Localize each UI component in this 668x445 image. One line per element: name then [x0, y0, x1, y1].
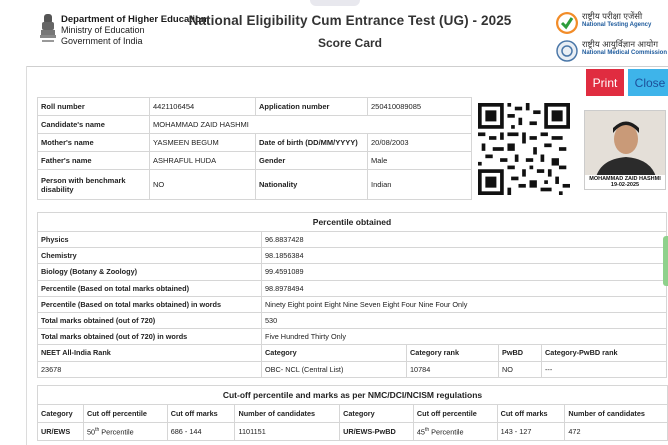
table-row: [38, 232, 667, 248]
nta-logo: [556, 10, 668, 36]
mother-name-value: YASMEEN BEGUM: [150, 134, 256, 152]
side-tab-edge[interactable]: [663, 236, 668, 286]
cutoff-marks-header-2: Cut off marks: [497, 405, 565, 423]
category-pwbd-rank-value: ---: [542, 361, 667, 377]
pwbd-header: PwBD: [499, 345, 542, 361]
header-tab-shadow: [310, 0, 360, 6]
table-row: [38, 248, 667, 264]
pwd-value: NO: [150, 170, 256, 200]
cutoff-marks-value-2: 143 - 127: [497, 423, 565, 441]
table-row: [38, 405, 668, 423]
category-header: Category: [262, 345, 407, 361]
table-row: [38, 213, 667, 232]
photo-caption-name: MOHAMMAD ZAID HASHMI: [589, 176, 661, 182]
nta-text: [582, 12, 651, 30]
cutoff-percentile-header: Cut off percentile: [83, 405, 167, 423]
cutoff-marks-header: Cut off marks: [167, 405, 235, 423]
cutoff-category-header: Category: [38, 405, 84, 423]
table-row: [38, 386, 668, 405]
roll-number-label: Roll number: [38, 98, 150, 116]
nmc-text: [582, 40, 667, 58]
title-block: [180, 13, 520, 50]
nmc-english: National Medical Commission: [582, 50, 668, 56]
table-row: [38, 280, 667, 296]
nta-check-icon: [556, 12, 578, 34]
cutoff-percentile-value-2: [413, 423, 497, 441]
nta-hindi: राष्ट्रीय परीक्षा एजेंसी: [582, 11, 643, 21]
dob-label: Date of birth (DD/MM/YYYY): [256, 134, 368, 152]
candidate-portrait-icon: [585, 111, 666, 181]
cutoff-heading: Cut-off percentile and marks as per NMC/DCI/NCISM regulations: [38, 386, 668, 405]
left-page-border: [26, 66, 27, 445]
pwbd-value: NO: [499, 361, 542, 377]
candidate-info-table: [37, 97, 472, 200]
percentile-heading: Percentile obtained: [38, 213, 667, 232]
table-row: [38, 329, 667, 345]
nmc-hindi: राष्ट्रीय आयुर्विज्ञान आयोग: [582, 39, 659, 49]
candidate-photo: [584, 110, 666, 190]
table-row: [38, 98, 472, 116]
cutoff-percentile-number-2: 45: [416, 427, 425, 437]
air-header: NEET All-India Rank: [38, 345, 262, 361]
print-button[interactable]: Print: [586, 69, 624, 96]
nationality-value: Indian: [368, 170, 472, 200]
header-divider: [26, 66, 668, 67]
table-row: [38, 423, 668, 441]
ministry-name: Ministry of Education: [61, 25, 145, 35]
roll-number-value: 4421106454: [150, 98, 256, 116]
pwd-label: Person with benchmark disability: [38, 170, 150, 200]
total-marks-words-value: Five Hundred Thirty Only: [262, 329, 667, 345]
table-row: [38, 134, 472, 152]
qr-code-icon: [478, 103, 570, 195]
biology-label: Biology (Botany & Zoology): [38, 264, 262, 280]
cutoff-marks-value: 686 - 144: [167, 423, 235, 441]
total-percentile-value: 98.8978494: [262, 280, 667, 296]
percentile-words-label: Percentile (Based on total marks obtained) in words: [38, 296, 262, 312]
chemistry-value: 98.1856384: [262, 248, 667, 264]
close-button[interactable]: Close: [628, 69, 668, 96]
cutoff-candidates-value: 1101151: [235, 423, 340, 441]
cutoff-category-value-2: UR/EWS-PwBD: [340, 423, 414, 441]
photo-caption: [585, 175, 665, 189]
table-row: [38, 152, 472, 170]
government-name: Government of India: [61, 36, 143, 46]
mother-name-label: Mother's name: [38, 134, 150, 152]
table-row: [38, 312, 667, 328]
cutoff-candidates-header: Number of candidates: [235, 405, 340, 423]
biology-value: 99.4591089: [262, 264, 667, 280]
nmc-logo: [556, 38, 668, 64]
percentile-table: [37, 212, 667, 378]
category-value: OBC- NCL (Central List): [262, 361, 407, 377]
total-marks-value: 530: [262, 312, 667, 328]
cutoff-category-value: UR/EWS: [38, 423, 84, 441]
physics-value: 96.8837428: [262, 232, 667, 248]
page-header: [0, 0, 668, 66]
cutoff-percentile-suffix-2: th: [424, 426, 430, 433]
category-pwbd-rank-header: Category-PwBD rank: [542, 345, 667, 361]
cutoff-percentile-header-2: Cut off percentile: [413, 405, 497, 423]
nta-english: National Testing Agency: [582, 22, 652, 28]
national-emblem-icon: [38, 12, 58, 48]
total-marks-words-label: Total marks obtained (out of 720) in words: [38, 329, 262, 345]
cutoff-percentile-word: Percentile: [99, 427, 134, 437]
category-rank-header: Category rank: [407, 345, 499, 361]
photo-caption-date: 19-02-2025: [610, 182, 640, 188]
page-subtitle: Score Card: [317, 36, 383, 50]
cutoff-percentile-value: [83, 423, 167, 441]
percentile-words-value: Ninety Eight point Eight Nine Seven Eight Four Nine Four Only: [262, 296, 667, 312]
total-percentile-label: Percentile (Based on total marks obtained): [38, 280, 262, 296]
cutoff-category-header-2: Category: [340, 405, 414, 423]
table-row: [38, 345, 667, 361]
table-row: [38, 361, 667, 377]
application-number-value: 250410089085: [368, 98, 472, 116]
dob-value: 20/08/2003: [368, 134, 472, 152]
category-rank-value: 10784: [407, 361, 499, 377]
physics-label: Physics: [38, 232, 262, 248]
cutoff-percentile-word-2: Percentile: [429, 427, 464, 437]
air-value: 23678: [38, 361, 262, 377]
nationality-label: Nationality: [256, 170, 368, 200]
cutoff-candidates-header-2: Number of candidates: [565, 405, 668, 423]
total-marks-label: Total marks obtained (out of 720): [38, 312, 262, 328]
nmc-seal-icon: [556, 40, 578, 62]
cutoff-table: [37, 385, 668, 441]
application-number-label: Application number: [256, 98, 368, 116]
table-row: [38, 296, 667, 312]
gender-label: Gender: [256, 152, 368, 170]
table-row: [38, 116, 472, 134]
chemistry-label: Chemistry: [38, 248, 262, 264]
candidate-name-value: MOHAMMAD ZAID HASHMI: [150, 116, 472, 134]
cutoff-percentile-suffix: th: [95, 426, 100, 433]
father-name-label: Father's name: [38, 152, 150, 170]
page-title: National Eligibility Cum Entrance Test (UG) - 2025: [188, 13, 512, 28]
father-name-value: ASHRAFUL HUDA: [150, 152, 256, 170]
table-row: [38, 170, 472, 200]
cutoff-candidates-value-2: 472: [565, 423, 668, 441]
department-name: Department of Higher Education: [61, 14, 207, 25]
gender-value: Male: [368, 152, 472, 170]
candidate-name-label: Candidate's name: [38, 116, 150, 134]
cutoff-percentile-number: 50: [86, 427, 96, 437]
table-row: [38, 264, 667, 280]
